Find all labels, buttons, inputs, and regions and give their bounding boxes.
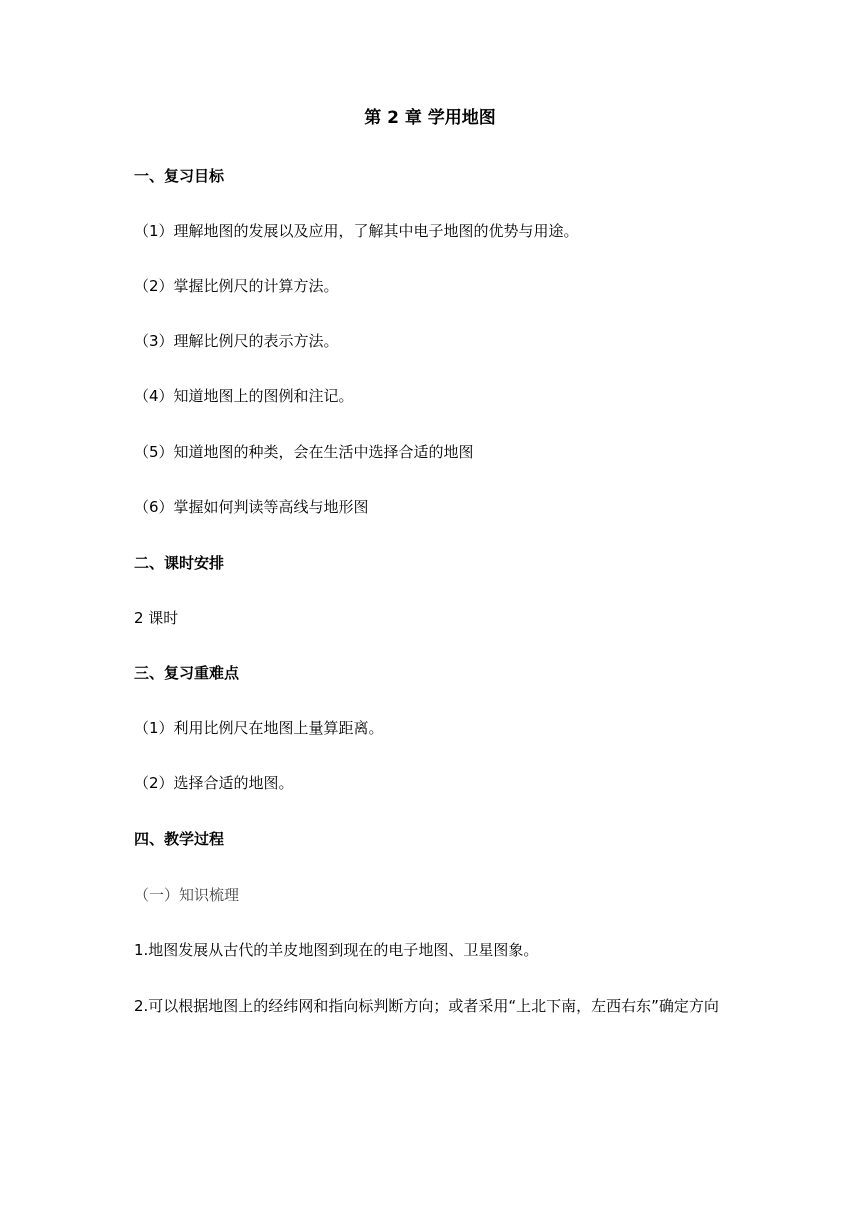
goal-item-5: （5）知道地图的种类，会在生活中选择合适的地图 xyxy=(134,443,474,461)
goal-item-2: （2）掌握比例尺的计算方法。 xyxy=(134,277,339,295)
process-item-1: 1.地图发展从古代的羊皮地图到现在的电子地图、卫星图象。 xyxy=(134,941,539,959)
goal-item-6: （6）掌握如何判读等高线与地形图 xyxy=(134,498,369,516)
key-point-item-1: （1）利用比例尺在地图上量算距离。 xyxy=(134,719,384,737)
key-point-item-2: （2）选择合适的地图。 xyxy=(134,774,294,792)
goal-item-4: （4）知道地图上的图例和注记。 xyxy=(134,387,354,405)
section-heading-process: 四、教学过程 xyxy=(134,830,225,848)
goal-item-3: （3）理解比例尺的表示方法。 xyxy=(134,332,339,350)
section-heading-goals: 一、复习目标 xyxy=(134,167,225,185)
process-item-2: 2.可以根据地图上的经纬网和指向标判断方向；或者采用“上北下南，左西右东”确定方向 xyxy=(134,997,719,1015)
goal-item-1: （1）理解地图的发展以及应用，了解其中电子地图的优势与用途。 xyxy=(134,222,579,240)
section-heading-key-points: 三、复习重难点 xyxy=(134,664,240,682)
schedule-text: 2 课时 xyxy=(134,609,179,627)
chapter-title: 第 2 章 学用地图 xyxy=(364,108,496,128)
process-subheading: （一）知识梳理 xyxy=(134,886,240,904)
section-heading-schedule: 二、课时安排 xyxy=(134,554,225,572)
